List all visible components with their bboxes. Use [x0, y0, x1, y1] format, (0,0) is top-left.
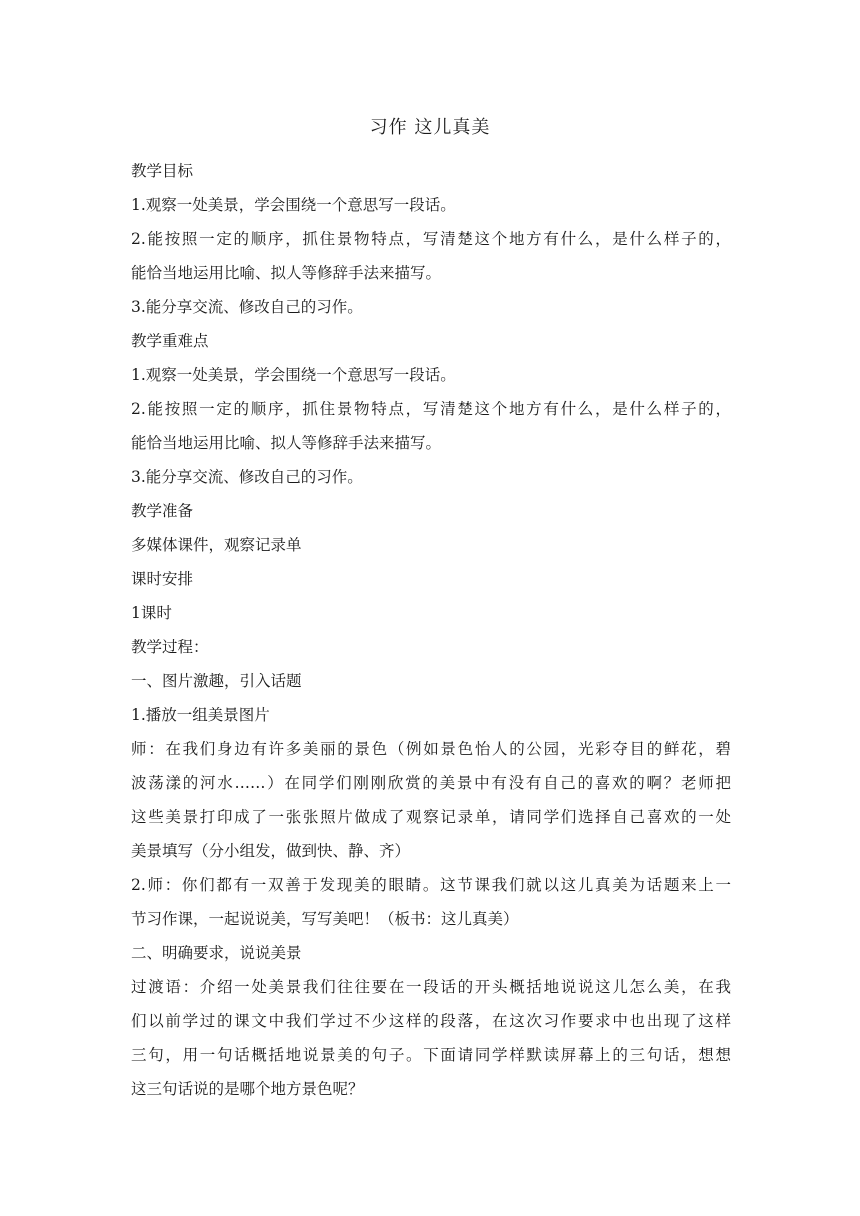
- heading-key-difficulties: 教学重难点: [131, 332, 209, 350]
- text-line: 1课时: [131, 604, 172, 622]
- text-line: 波荡漾的河水……）在同学们刚刚欣赏的美景中有没有自己的喜欢的啊？老师把: [131, 774, 731, 792]
- text-line: 2.能按照一定的顺序，抓住景物特点，写清楚这个地方有什么，是什么样子的，: [131, 400, 731, 418]
- section-heading-1: 一、图片激趣，引入话题: [131, 672, 302, 690]
- document-body: [131, 154, 731, 1106]
- text-line: 美景填写（分小组发，做到快、静、齐）: [131, 842, 411, 860]
- text-line: 1.观察一处美景，学会围绕一个意思写一段话。: [131, 196, 456, 214]
- text-line: 节习作课，一起说说美，写写美吧！（板书：这儿真美）: [131, 910, 519, 928]
- heading-teaching-preparation: 教学准备: [131, 502, 194, 520]
- text-line: 2.师：你们都有一双善于发现美的眼睛。这节课我们就以这儿真美为话题来上一: [131, 876, 731, 894]
- text-line: 过渡语：介绍一处美景我们往往要在一段话的开头概括地说说这儿怎么美，在我: [131, 978, 731, 996]
- text-line: 3.能分享交流、修改自己的习作。: [131, 468, 363, 486]
- text-line: 三句，用一句话概括地说景美的句子。下面请同学样默读屏幕上的三句话，想想: [131, 1046, 731, 1064]
- text-line: 能恰当地运用比喻、拟人等修辞手法来描写。: [131, 434, 442, 452]
- text-line: 能恰当地运用比喻、拟人等修辞手法来描写。: [131, 264, 442, 282]
- text-line: 多媒体课件，观察记录单: [131, 536, 302, 554]
- text-line: 3.能分享交流、修改自己的习作。: [131, 298, 363, 316]
- text-line: 1.播放一组美景图片: [131, 706, 270, 724]
- heading-teaching-goals: 教学目标: [131, 162, 194, 180]
- text-line: 师：在我们身边有许多美丽的景色（例如景色怡人的公园，光彩夺目的鲜花，碧: [131, 740, 731, 758]
- heading-class-schedule: 课时安排: [131, 570, 194, 588]
- text-line: 2.能按照一定的顺序，抓住景物特点，写清楚这个地方有什么，是什么样子的，: [131, 230, 731, 248]
- heading-teaching-process: 教学过程：: [131, 638, 209, 656]
- text-line: 这些美景打印成了一张张照片做成了观察记录单，请同学们选择自己喜欢的一处: [131, 808, 731, 826]
- text-line: 1.观察一处美景，学会围绕一个意思写一段话。: [131, 366, 456, 384]
- document-title: 习作 这儿真美: [369, 117, 491, 138]
- text-line: 这三句话说的是哪个地方景色呢？: [131, 1080, 364, 1098]
- section-heading-2: 二、明确要求，说说美景: [131, 944, 302, 962]
- text-line: 们以前学过的课文中我们学过不少这样的段落，在这次习作要求中也出现了这样: [131, 1012, 731, 1030]
